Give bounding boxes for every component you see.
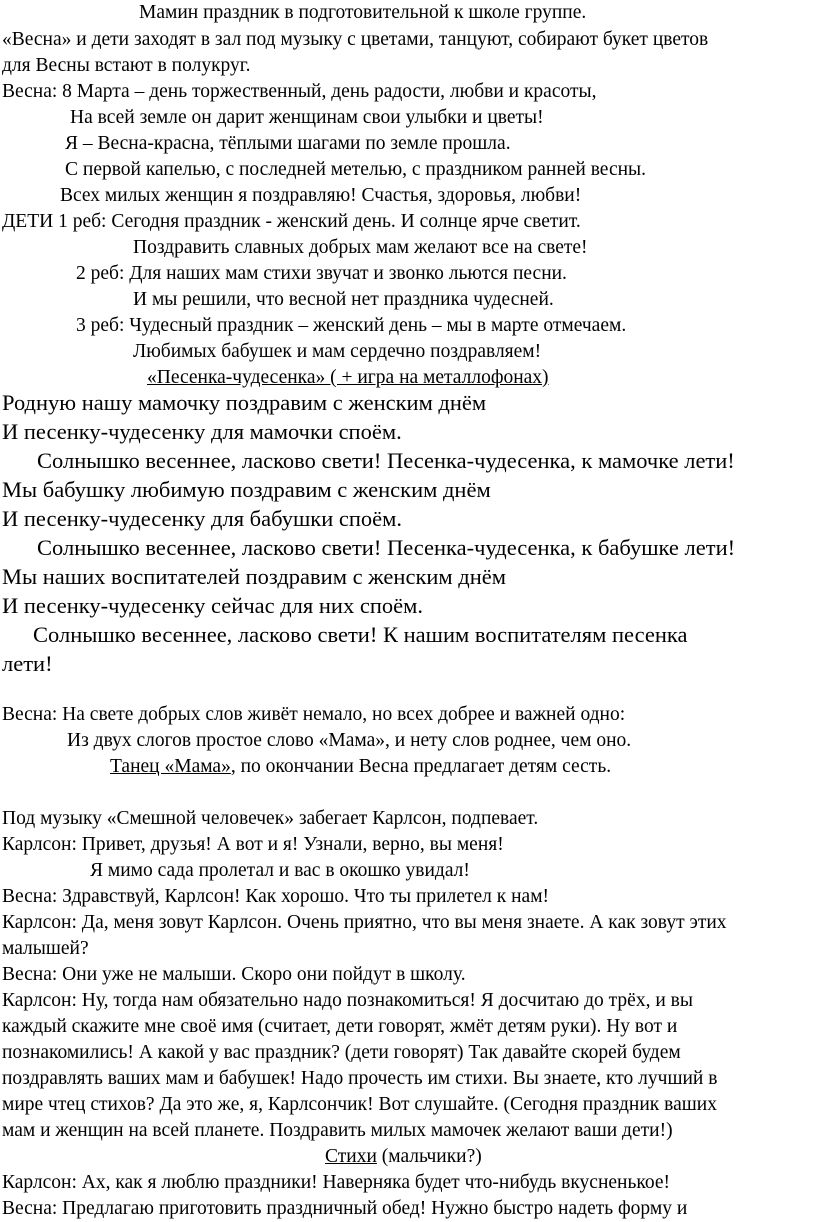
vesna-line: Весна: На свете добрых слов живёт немало, но всех добрее и важней одно: (2, 704, 626, 725)
dance-line (110, 754, 611, 780)
intro-line: для Весны встают в полукруг. (2, 55, 251, 76)
vesna-line: Из двух слогов простое слово «Мама», и нету слов роднее, чем оно. (67, 730, 632, 751)
children-line: ДЕТИ 1 реб: Сегодня праздник - женский день. И солнце ярче светит. (2, 211, 581, 232)
poems-line (325, 1144, 482, 1170)
children-line: 2 реб: Для наших мам стихи звучат и звонко льются песни. (76, 263, 567, 284)
song-line: лети! (2, 651, 53, 676)
children-line: Любимых бабушек и мам сердечно поздравляем! (133, 341, 542, 362)
karlson-line: Весна: Предлагаю приготовить праздничный обед! Нужно быстро надеть форму и (2, 1198, 688, 1219)
vesna-line: Всех милых женщин я поздравляю! Счастья, здоровья, любви! (60, 185, 582, 206)
song-line: Мы бабушку любимую поздравим с женским днём (2, 477, 491, 502)
karlson-line: Карлсон: Ах, как я люблю праздники! Наверняка будет что-нибудь вкусненькое! (2, 1172, 670, 1193)
vesna-line: Я – Весна-красна, тёплыми шагами по земле прошла. (65, 133, 511, 154)
song-line: И песенку-чудесенку для мамочки споём. (2, 419, 402, 444)
children-line: 3 реб: Чудесный праздник – женский день – мы в марте отмечаем. (76, 315, 627, 336)
karlson-line: Я мимо сада пролетал и вас в окошко увидал! (90, 860, 470, 881)
karlson-line: мире чтец стихов? Да это же, я, Карлсончик! Вот слушайте. (Сегодня праздник ваших (2, 1094, 717, 1115)
karlson-line: каждый скажите мне своё имя (считает, дети говорят, жмёт детям руки). Ну вот и (2, 1016, 678, 1037)
doc-title: Мамин праздник в подготовительной к школе группе. (139, 2, 587, 23)
children-line: И мы решили, что весной нет праздника чудесней. (133, 289, 554, 310)
karlson-line: познакомились! А какой у вас праздник? (дети говорят) Так давайте скорей будем (2, 1042, 681, 1063)
song-title: «Песенка-чудесенка» ( + игра на металлофонах) (147, 367, 549, 388)
karlson-line: мам и женщин на всей планете. Поздравить милых мамочек желают ваши дети!) (2, 1120, 673, 1141)
song-refrain: Солнышко весеннее, ласково свети! К нашим воспитателям песенка (33, 622, 688, 647)
dance-title: Танец «Мама» (110, 756, 231, 777)
dance-rest: , по окончании Весна предлагает детям сесть. (230, 756, 612, 777)
karlson-line: Весна: Они уже не малыши. Скоро они пойдут в школу. (2, 964, 466, 985)
karlson-line: Карлсон: Ну, тогда нам обязательно надо познакомиться! Я досчитаю до трёх, и вы (2, 990, 693, 1011)
song-line: Мы наших воспитателей поздравим с женским днём (2, 564, 506, 589)
song-refrain: Солнышко весеннее, ласково свети! Песенка-чудесенка, к бабушке лети! (37, 535, 736, 560)
song-line: И песенку-чудесенку сейчас для них споём. (2, 593, 423, 618)
vesna-line: Весна: 8 Марта – день торжественный, день радости, любви и красоты, (2, 81, 597, 102)
song-refrain: Солнышко весеннее, ласково свети! Песенка-чудесенка, к мамочке лети! (37, 448, 735, 473)
poems-rest: (мальчики?) (376, 1146, 482, 1167)
karlson-line: Весна: Здравствуй, Карлсон! Как хорошо. Что ты прилетел к нам! (2, 886, 550, 907)
karlson-line: Под музыку «Смешной человечек» забегает Карлсон, подпевает. (2, 808, 539, 829)
song-line: Родную нашу мамочку поздравим с женским днём (2, 390, 487, 415)
poems-title: Стихи (325, 1146, 377, 1167)
karlson-line: малышей? (2, 938, 89, 959)
children-line: Поздравить славных добрых мам желают все на свете! (133, 237, 588, 258)
song-line: И песенку-чудесенку для бабушки споём. (2, 506, 403, 531)
intro-line: «Весна» и дети заходят в зал под музыку с цветами, танцуют, собирают букет цветов (2, 29, 709, 50)
vesna-line: На всей земле он дарит женщинам свои улыбки и цветы! (70, 107, 544, 128)
karlson-line: Карлсон: Привет, друзья! А вот и я! Узнали, верно, вы меня! (2, 834, 504, 855)
karlson-line: Карлсон: Да, меня зовут Карлсон. Очень приятно, что вы меня знаете. А как зовут этих (2, 912, 727, 933)
karlson-line: поздравлять ваших мам и бабушек! Надо прочесть им стихи. Вы знаете, кто лучший в (2, 1068, 718, 1089)
vesna-line: С первой капелью, с последней метелью, с праздником ранней весны. (65, 159, 647, 180)
